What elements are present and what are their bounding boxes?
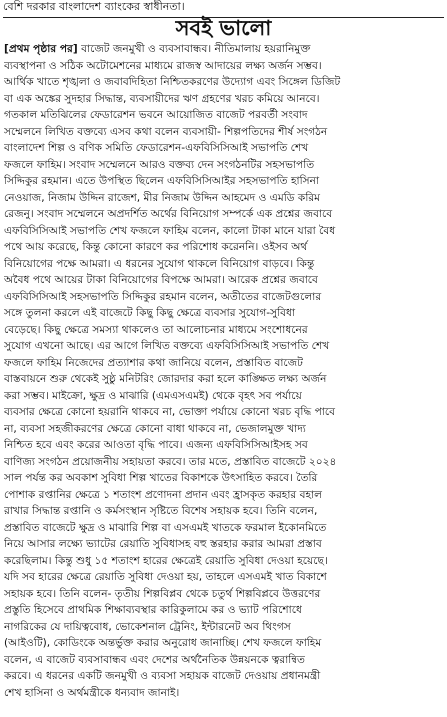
article-line: আর্থিক খাতে শৃঙ্খলা ও জবাবদিহিতা নিশ্চিতকরণের উদ্যোগ এবং সিঙ্গেল ডিজিট <box>4 76 341 88</box>
article-line: সম্মেলনে লিখিত বক্তব্যে এসব কথা বলেন ব্যবসায়ী- শিল্পপতিদের শীর্ষ সংগঠন <box>4 125 328 138</box>
article-line: সিদ্দিকুর রহমান। এতে উপস্থিত ছিলেন এফবিসিসিআইর সহসভাপতি হাসিনা <box>4 175 320 187</box>
article-line: বা এক অঙ্কের সুদহার সিদ্ধান্ত, ব্যবসায়ীদের ঋণ গ্রহণের খরচ কমিয়ে আনবে। <box>4 92 320 105</box>
article-line: না, ব্যবসা সহজীকরণের ক্ষেত্রে কোনো বাধা থাকবে না, ভেজালমুক্ত খাদ্য <box>4 422 306 435</box>
article-line: নাগরিকের যে দায়িত্ববোধ, ভোকেশনাল ট্রেনিং, ইন্টারনেট অব থিংগস <box>4 620 291 633</box>
article-line: যদি সব হারের ক্ষেত্রে রেয়াতি সুবিধা দেওয়া হয়, তাহলে এসএমই খাত বিকাশে <box>4 571 327 583</box>
article-line: বাংলাদেশ শিল্প ও বণিক সমিতি ফেডারেশন-এফবিসিসিআই সভাপতি শেখ <box>4 142 309 154</box>
article-line: বলেন, এ বাজেট ব্যবসাবান্ধব এবং দেশের অর্থনৈতিক উন্নয়নকে ত্বরান্বিত <box>4 653 305 666</box>
article-line: গতকাল মতিঝিলের ফেডারেশন ভবনে আয়োজিত বাজেট পরবর্তী সংবাদ <box>4 109 308 121</box>
article-line: ফজলে ফাহিম। সংবাদ সম্মেলনে আরও বক্তব্য দেন সংগঠনটির সহসভাপতি <box>4 158 315 171</box>
article-line: বেড়েছে। কিছু ক্ষেত্রে সমস্যা থাকলেও তা আলোচনার মাধ্যমে সংশোধনের <box>4 323 308 336</box>
article-line: করেছিলাম। কিন্তু শুধু ১৫ শতাংশ হারের ক্ষেত্রেই রেয়াতি সুবিধা দেওয়া হয়েছে। <box>4 554 328 567</box>
article-line: (আইওটি), কোডিংকে অন্তর্ভুক্ত করার অনুরোধ জানাচ্ছি। শেখ ফজলে ফাহিম <box>4 637 322 649</box>
article-line: করবে। এ ধরনের একটি জনমুখী ও ব্যবসা সহায়ক বাজেট দেওয়ায় প্রধানমন্ত্রী <box>4 670 321 682</box>
article-line: বাস্তবায়নে শুরু থেকেই সুষ্ঠু মনিটরিং জোরদার করা হলে কাঙ্ক্ষিত লক্ষ্য অর্জন <box>4 373 327 385</box>
article-line: সাল পর্যন্ত কর অবকাশ সুবিধা শিল্প খাতের বিকাশকে উৎসাহিত করবে। তৈরি <box>4 472 318 484</box>
previous-article-fragment: বেশি দরকার বাংলাদেশ ব্যাংকের স্বাধীনতা। <box>3 0 185 13</box>
article-line: সুযোগ এখনো আছে। এর আগে লিখিত বক্তব্যে এফবিসিসিআই সভাপতি শেখ <box>4 340 330 352</box>
article-line: নেওয়াজ, নিজাম উদ্দিন রাজেশ, মীর নিজাম উদ্দিন আহমেদ ও এমডি করিম <box>4 191 321 204</box>
article-line: এফবিসিসিআই সভাপতি শেখ ফজলে ফাহিম বলেন, কালো টাকা মানে যারা বৈধ <box>4 224 336 237</box>
article-line: সঙ্গে তুলনা করলে এই বাজেটে কিছু কিছু ক্ষেত্রে ব্যবসার সুযোগ-সুবিধা <box>4 307 296 319</box>
article-line: এফবিসিসিআই সহসভাপতি সিদ্দিকুর রহমান বলেন, অতীতের বাজেটগুলোর <box>4 290 322 303</box>
article-line: পোশাক রপ্তানির ক্ষেত্রে ১ শতাংশ প্রণোদনা প্রদান এবং হ্রাসকৃত করহার বহাল <box>4 488 323 501</box>
article-body <box>4 41 442 715</box>
article-line: অবৈধ পথে আয়ের টাকা বিনিয়োগের বিপক্ষে আমরা। আরেক প্রশ্নের জবাবে <box>4 274 318 286</box>
article-line: রাখার সিদ্ধান্ত রপ্তানি ও কর্মসংস্থান সৃষ্টিতে বিশেষ সহায়ক হবে। তিনি বলেন, <box>4 505 318 517</box>
article-line: নিশ্চিত হবে এবং করের আওতা বৃদ্ধি পাবে। এজন্য এফবিসিসিআইসহ সব <box>4 439 308 451</box>
article-line: করা সম্ভব। মাইক্রো, ক্ষুদ্র ও মাঝারি (এমএসএমই) থেকে বৃহৎ সব পর্যায়ে <box>4 389 302 402</box>
article-line: ব্যবস্থাপনা ও সঠিক অটোমেশনের মাধ্যমে রাজস্ব আদায়ের লক্ষ্য অর্জন সম্ভব। <box>4 59 322 72</box>
continued-label: [প্রথম পৃষ্ঠার পর] <box>4 43 78 55</box>
article-line-text: বাজেট জনমুখী ও ব্যবসাবান্ধব। নীতিমালায় হয়রানিমুক্ত <box>77 43 311 55</box>
article-headline: সবই ভালো <box>175 16 272 40</box>
article-line: প্রস্তাবিত বাজেটে ক্ষুদ্র ও মাঝারি শিল্প বা এসএমই খাতকে ফরমাল ইকোনমিতে <box>4 521 327 534</box>
article-line: শেখ হাসিনা ও অর্থমন্ত্রীকে ধন্যবাদ জানাই। <box>4 686 180 699</box>
article-line <box>4 41 442 58</box>
article-line: বাণিজ্য সংগঠন প্রয়োজনীয় সহায়তা করবে। তার মতে, প্রস্তাবিত বাজেটে ২০২৪ <box>4 455 337 468</box>
article-line: পথে আয় করেছে, কিন্তু কোনো কারণে কর পরিশোধ করেননি। ওইসব অর্থ <box>4 241 308 253</box>
article-line: ফজলে ফাহিম নিজেদের প্রত্যাশার কথা জানিয়ে বলেন, প্রস্তাবিত বাজেট <box>4 356 303 369</box>
article-line: নিয়ে আসার লক্ষ্যে ভ্যাটের রেয়াতি সুবিধাসহ বহু স্তরহার করার আমরা প্রস্তাব <box>4 538 322 550</box>
article-line: বিনিয়োগের পক্ষে আমরা। এ ধরনের সুযোগ থাকলে বিনিয়োগ বাড়বে। কিন্তু <box>4 257 315 270</box>
article-line: রেজনু। সংবাদ সম্মেলনে অপ্রদর্শিত অর্থের বিনিয়োগ সম্পর্কে এক প্রশ্নের জবাবে <box>4 208 333 220</box>
article-line: ব্যবসার ক্ষেত্রে কোনো হয়রানি থাকবে না, ভোক্তা পর্যায়ে কোনো খরচ বৃদ্ধি পাবে <box>4 406 336 418</box>
article-line: সহায়ক হবে। তিনি বলেন- তৃতীয় শিল্পবিপ্লব থেকে চতুর্থ শিল্পবিপ্লবে উত্তরণের <box>4 587 321 600</box>
article-line: প্রস্তুতি হিসেবে প্রাথমিক শিক্ষাব্যবস্থার কারিকুলামে কর ও ভ্যাট পরিশোধে <box>4 604 302 616</box>
